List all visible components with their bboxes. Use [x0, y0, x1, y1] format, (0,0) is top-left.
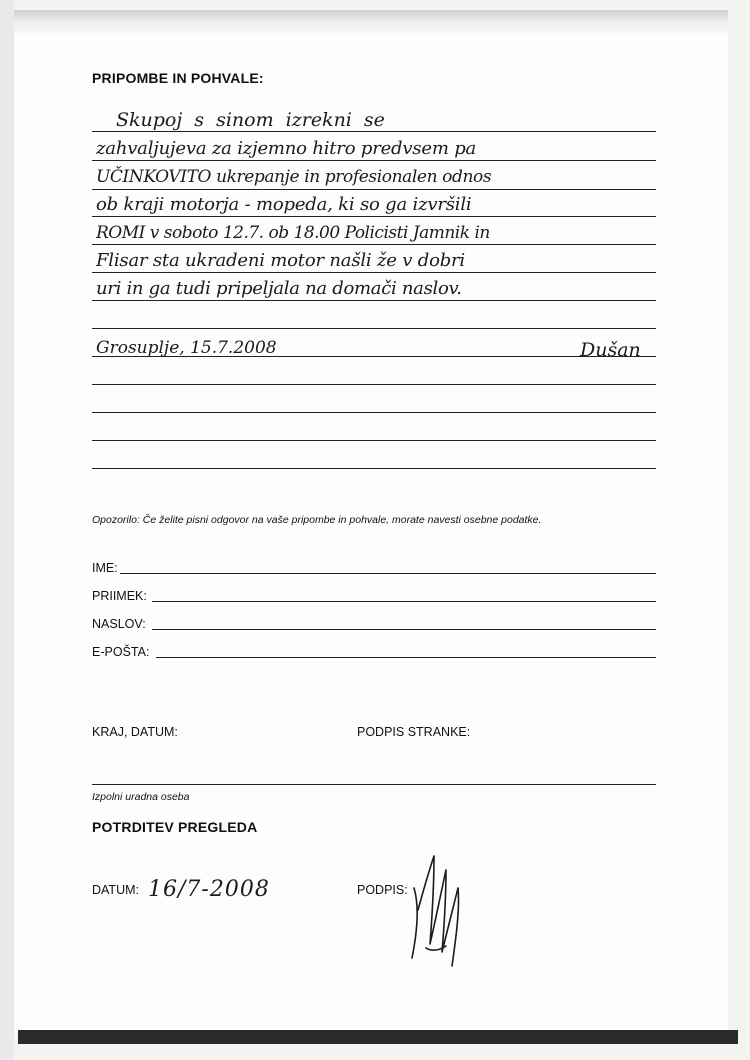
signature-label: PODPIS: — [357, 883, 408, 897]
comment-line — [92, 300, 656, 301]
comment-line — [92, 131, 656, 132]
comment-line — [92, 160, 656, 161]
name-label: IME: — [92, 561, 118, 575]
review-title: POTRDITEV PREGLEDA — [92, 819, 258, 835]
handwritten-line: ROMI v soboto 12.7. ob 18.00 Policisti Jamnik in — [96, 223, 490, 243]
handwritten-line: ob kraji motorja - mopeda, ki so ga izvršili — [96, 194, 472, 215]
handwritten-signature-name: Dušan — [580, 339, 641, 361]
handwritten-review-date: 16/7-2008 — [148, 877, 270, 902]
handwritten-line: UČINKOVITO ukrepanje in profesionalen odnos — [96, 167, 492, 187]
handwritten-place-date: Grosuplje, 15.7.2008 — [96, 338, 277, 358]
handwritten-line: Flisar sta ukradeni motor našli že v dobri — [96, 250, 465, 271]
official-line — [92, 784, 656, 785]
official-note: Izpolni uradna oseba — [92, 791, 190, 803]
comment-line — [92, 440, 656, 441]
client-signature-label: PODPIS STRANKE: — [357, 725, 471, 739]
comment-line — [92, 272, 656, 273]
email-field[interactable] — [156, 657, 656, 658]
place-date-label: KRAJ, DATUM: — [92, 725, 178, 739]
date-label: DATUM: — [92, 883, 139, 897]
comment-line — [92, 189, 656, 190]
address-label: NASLOV: — [92, 617, 146, 631]
handwritten-line: zahvaljujeva za izjemno hitro predvsem pa — [96, 138, 477, 159]
address-field[interactable] — [152, 629, 656, 630]
scan-top-strip — [14, 10, 728, 36]
comment-line — [92, 384, 656, 385]
comment-line — [92, 468, 656, 469]
comment-line — [92, 328, 656, 329]
surname-field[interactable] — [152, 601, 656, 602]
scan-bottom-bar — [18, 1030, 738, 1044]
notice-text: Opozorilo: Če želite pisni odgovor na vaše pripombe in pohvale, morate navesti osebne podatke. — [92, 514, 542, 526]
surname-label: PRIIMEK: — [92, 589, 147, 603]
email-label: E-POŠTA: — [92, 645, 150, 659]
scan-left-edge — [0, 0, 14, 1060]
name-field[interactable] — [120, 573, 656, 574]
comment-line — [92, 216, 656, 217]
comment-line — [92, 244, 656, 245]
handwritten-line: uri in ga tudi pripeljala na domači naslov. — [96, 278, 462, 299]
handwritten-line: Skupoj s sinom izrekni se — [116, 109, 385, 131]
comment-line — [92, 412, 656, 413]
section-title: PRIPOMBE IN POHVALE: — [92, 70, 264, 86]
official-signature-image — [404, 848, 474, 972]
